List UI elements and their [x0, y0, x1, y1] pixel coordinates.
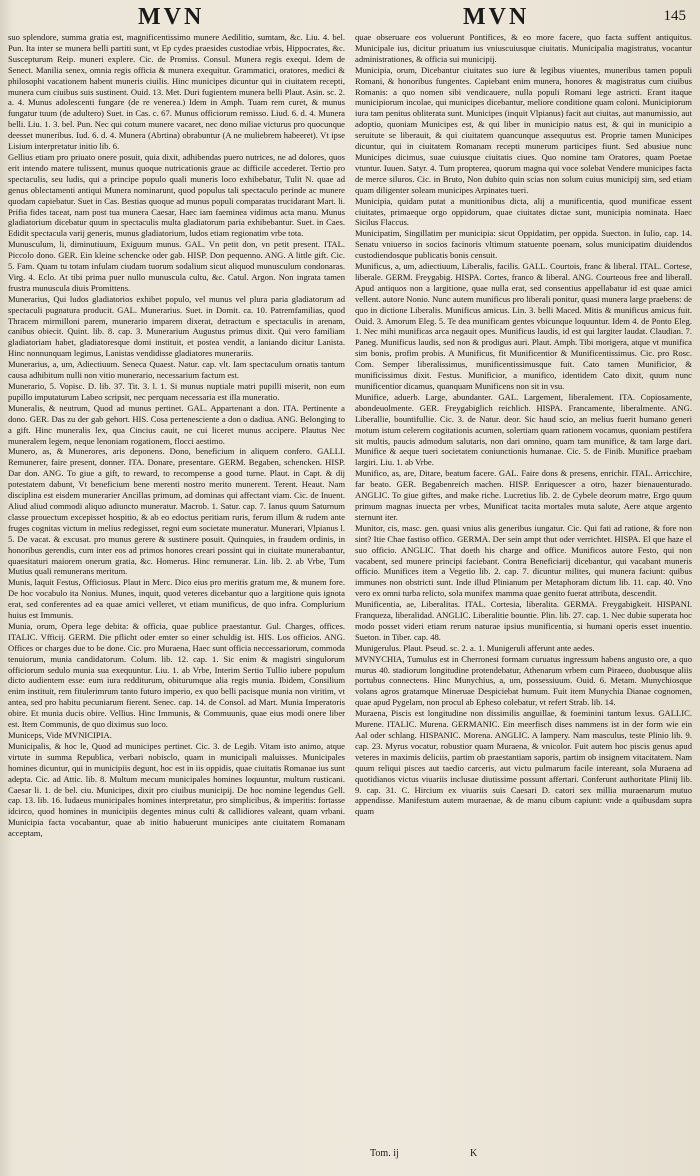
dictionary-entry: Munigerulus. Plaut. Pseud. sc. 2. a. 1. Munigeruli afferunt ante aedes.: [355, 642, 595, 653]
dictionary-entry: Municeps, Vide MVNICIPIA.: [8, 730, 112, 740]
dictionary-entry: Munerarius, a, um, Adiectiuum. Seneca Quaest. Natur. cap. vlt. Iam spectaculum ornatis tantum causa adhibitum nulli non vitio munerario, necessarium factum est.: [8, 359, 345, 381]
signature-mark: K: [470, 1148, 478, 1159]
dictionary-entry: Muneralis, & neutrum, Quod ad munus pertinet. GAL. Appartenant a don. ITA. Pertinente a dono. GER. Das zu der gab gehort. HIS. Cosa pertenesciente a don o dadiua. ANG. Belonging to a gift. Hinc muneralis lex, qua Cincius cauit, ne cui liceret munus accipere. Plautus Nec muneralem legem, neque lenoniam rogationem, flocci aestimo.: [8, 402, 345, 446]
dictionary-entry: Municipatim, Singillatim per municipia: sicut Oppidatim, per oppida. Suecton. in Iulio, cap. 14. Senatu vniuerso in socios facinoris vltimum statuente poenam, solus municipatim diuidendos custodiendosque publicatis bonis censuit.: [355, 228, 692, 261]
dictionary-entry: Municipalis, & hoc le, Quod ad municipes pertinet. Cic. 3. de Legib. Vitam isto animo, atque virtute in summa Republica, verbari nobisclo, quam in municipali maluisses. Municipales homines dicuntur, qui in municipiis degunt, hoc est in iis oppidis, quae ciuitatis Romanae ius sunt adepta. Cic. ad Attic. lib. 8. Multum mecum municipales homines loquuntur, multum rusticani. Caesar li. 1. de bel. ciu. Municipes, dixit pro ciuibus municipij. De hoc nomine legendus Gell. cap. 13. lib. 16. Iudaeus municipales homines interpretatur, pro simplicibus, & imperitis: fortasse idcirco, quod homines in municipiis degentes minus culti & callidiores valeant, quam vrbani. Municipia facta vocabantur, quae ab initio habuerunt municipes ante ciuitatem Romanam acceptam,: [8, 740, 345, 839]
volume-mark: Tom. ij: [370, 1148, 399, 1159]
dictionary-entry: Munia, orum, Opera lege debita: & officia, quae publice praestantur. Gul. Charges, offices. ITALIC. Vfficij. GERM. Die pflicht oder emter so einer schuldig ist. HIS. Los officios. ANG. Offices or charges due to be done. Cic. pro Muraena, Haec sunt officia neccessariorum, commoda tenuiorum, munia candidatorum. Colum. lib. 12. cap. 1. Sic enim & magistri singulorum officiorum sedulo munia sua exequuntur. Liu. 1. ab Vrbe, Interim Sertio Tullio iubere populum dicto audientem esse: eum iura redditurum, obiturumque alia regis munia. Ibidem, Consilium enim instituit, rem fitulerimrum tanto futuro imperio, ex quo belli pacisque munia non viritim, vt antea, sed pro habitu pecuniarum fierent. Senec. cap. 14. de Consol. ad Mart. Munia Imperatoris obire. Et munia ducis obire. Vellius. Hinc Immunis, & Commuunis, quae eius modi onere liber est. Item Communis, de quo diximus suo loco.: [8, 620, 345, 730]
dictionary-entry: Munis, laquit Festus, Officiosus. Plaut in Merc. Dico eius pro meritis gratum me, & munem fore. De hoc vocabulo ita Nonius. Munes, inquit, quod veteres dicebantur quo a largitione quis ignota erat, sed conferentes ad ea quae amici velleret, vt etiam munificus, de quo infra. Complurium huius est Immunis.: [8, 577, 345, 621]
dictionary-entry: Munifice, aduerb. Large, abundanter. GAL. Largement, liberalement. ITA. Copiosamente, abondeuolmente. GER. Freygabiglich reichlich. HISPA. Francamente, liberalmente. ANG. Liberallie, bountifullie. Cic. 3. de Natur. deor. Sic haud scio, an melius fuerit humano generi motum istum celerem cogitationis acumen, solertiam quam rationem vocamus, quoniam pestifera sit multis, paucis admodum salutaris, non dari omnino, quam tam munifice, & tam large dari. Munifice & aeque tueri societatem coniunctionis humanae. Cic. 5. de Finib. Munifice praebam largiri. Liu. 1. ab Vrbe.: [355, 391, 692, 468]
dictionary-entry: Munusculum, li, diminutiuum, Exiguum munus. GAL. Vn petit don, vn petit present. ITAL. Piccolo dono. GER. Ein kleine schencke oder gab. HISP. Don pequenno. ANG. A little gift. Cic. 5. Fam. Quam tu totam infulam ciudam tuorum sodalium sicut aliquod munusculum condonaras. Virg. 4. Eclo. At tibi prima puer nullo munuscula cultu, &c. Catul. Argon. Non ingrata tamen frustra munuscula diuis Promittens.: [8, 239, 345, 293]
dictionary-entry: Municipia, quidam putat a munitionibus dicta, alij a munificentia, quod munificae essent ciuitates, primaeque orgo oppidorum, quae ciuitates dictae sunt, municipia nominata. Haec Sicilus Flaccus.: [355, 195, 692, 228]
left-column: [8, 32, 345, 1142]
left-running-head: MVN: [138, 4, 205, 30]
dictionary-entry: Muraena, Piscis est longitudine non dissimilis anguillae, & foeminini tantum lexus. GALLIC. Murene. ITALIC. Murena. GERMANIC. Ein meerfisch dises nammens ist in der form wie ein Aal oder schlang. HISPANIC. Morena. ANGLIC. A lampery. Nam masculus, teste Plinio lib. 9. cap. 23. Myrus vocatur, robustior quam Muraena, & vnicolor. Fuit autem hoc piscis genus apud veteres in maximis deliciis, partim ob praestantiam saporis, partim ob insignem vitacitatem. Nam quum reliqui pisces aut taedio carceris, aut victu pulmarum facile intereant, sola Muraena ad quotidianos victus viuariis inclusae diutissime possunt affertari. Conferunt authoritate Plinij lib. 9. cap. 31. C. Hircium ex viuariis suis Caesari D. catori sex millia muraenarum mutuo appendisse. Manifestum autem muraenae, & de manu cibum capiunt: vnde a quibusdam supra quam: [355, 708, 692, 817]
right-column: [355, 32, 692, 1142]
dictionary-entry: MVNYCHIA, Tumulus est in Cherronesi formam curuatus ingressum habens angusto ore, a quo murus 40. stadiorum longitudine protendebatur, Athenarum vrbem cum Piraeeo, duobusque aliis portubus connectens. Hinc Munychius, a, um, possessiuum. Ouid. 6. Metam. Munychiosque volans agros gratamque Mineruae Despiciebat humum. Fuit item Munychia Dianae cognomen, quae apud Pygelam, non procul ab Epheso colebatur, vt refert Strab. lib. 14.: [355, 653, 692, 708]
dictionary-entry: Munitor, cis, masc. gen. quasi vnius alis generibus iungatur. Cic. Qui fati ad ratione, & fore non sint? Itie Chae fastiso offico. GERMA. Der sein ampt thut oder verrichtet. HISPA. El que haze el suo officio. ANGLIC. That doeth his charge and office. Munificos autore Festo, qui non vacabent, sed munere principi faciebant. Contra Beneficiarij dicebantur, qui vacabant muneris officio. Munifices item a Vegetio lib. 2. cap. 7. dicuntur milites, qui munera faciunt: quibus immunes non obstricti sunt. Inde illud Plinianum per Metaphoram dictum lib. 11. cap. 40. Vno vero ex omni turba relicto, sola munifex mamma quae genito fuerat attributa, descendit.: [355, 522, 692, 599]
page-footer: [0, 1148, 700, 1168]
dictionary-entry: Munificus, a, um, adiectiuum, Liberalis, facilis. GALL. Courtois, franc & liberal. ITAL. Cortese, liberale. GERM. Freygabig. HISPA. Cortes, franco & liberal. ANG. Courteous free and liberall. Apud antiquos non a largitione, quae nulla erat, sed consentius appellabatur id est quae amici vellent. autore Nonio. Nunc autem munificus pro liberali ponitur, quasi munera large praebens: de quo in dictione Liberalis. Munificus amicus. Lin. 3. belli Maced. Mitis & munificus amicus fuit. Ouid. 3. Amorum Eleg. 5. Te dea munificam gentes vbicunque loquuntur. Idem 4. de Ponto Eleg. 1. Nec mihi munificas arca negauit opes. Munificus laudis, id est qui largiter laudat. Claudian. 7. Paneg. Munificus laudis, sed non & prodigus auri. Plaut. Amph. Tibi morigera, atque vt munifica sim bonis, profim probis. A Munificus, fit Munificentior & Munificentissimus. Cic. pro Rosc. Com. Semper liberalissimus, munificentissimusque fuit. Cato tamen Munificior, & munificissimus dixit. Festus. Munificior, a munifico, identidem Cato dixit, quum nunc munificentior dicamus, quanquam Munificens non sit in vsu.: [355, 261, 692, 391]
dictionary-entry: Munifico, as, are, Ditare, beatum facere. GAL. Faire dons & presens, enrichir. ITAL. Arricchire, far beato. GER. Begabenreich machen. HISP. Enriquescer a otro, hazer bienauenturado. ANGLIC. To giue giftes, and make riche. Lucretius lib. 2. de Cybele deorum matre, Ergo quum primum magnas inuecta per vrbes, Munificat tacita mortales muta salute, Aere atque argento sternunt iter.: [355, 468, 692, 522]
page-number: 145: [663, 8, 686, 24]
right-running-head: MVN: [463, 4, 530, 30]
dictionary-entry: Munerarius, Qui ludos gladiatorios exhibet populo, vel munus vel plura paria gladiatorum ad spectaculi pugnatura producit. GAL. Munerarius. Suet. in Domit. ca. 10. Patremfamilias, quod Thracem mirmilloni parem, munerario imparem dixerat, detractum e spectaculis in arenam, canibus obiecit. Quint. lib. 8. cap. 3. Munerarium Augustus primus dixit. Qui vero familiam gladiatoriam habet, gladiatoresque domi instituit, et postea vendit, a laniando dicitur Lanista. Hinc nonnunquam legimus, Lanistas vendidisse gladiatores munerariis.: [8, 293, 345, 359]
dictionary-entry: Munero, as, & Munerores, aris deponens. Dono, beneficium in aliquem confero. GALLI. Remunerer, faire present, donner. ITA. Donare, presentare. GERM. Begaben, schencken. HISP. Dar don. ANG. To giue a gift, to reward, to recompense a good turne. Plaut. in Capt. & dij potestatem dabunt, Vt beneficium bene merenti nostro merito munerent. Terent. Heaut. Nam disciplina est eisdem munerarier Ancillas primum, ad dominas qui affectant viam. Cic. de Inuent. Aliud aliud commodi aliquo adiuncto muneratur. Macrob. 1. Satur. cap. 7. Ianus quum Saturnum classe prouectum excepisset hospitio, & ab eo edoctus peritiam ruris, ferum illum & rudem ante fruges cognitas victum in melius redegisset, regni eum societate muneratur. Munerari, Vlpianus l. 5. De vacat. & excusat. pro munus gerere & sustinere posuit. Quinquies, in fraudem ordinis, in honoribus gerendis, cum inter eos ad primos honores creari possint qui in ciuitate munerabantur, quaesitaturi maiorem onerum gratia, &c. Homerus. Hinc remunerar. Lin. lib. 2. ab Vrbe, Tum Mutius quali remunerans meritum.: [8, 446, 345, 577]
dictionary-entry: quae obseruare eos voluerunt Pontifices, & eo more facere, quo facta suffent antiquitus. Municipale ius, dicitur priuatum ius vniuscuiusque ciuitatis. Municipalia magistratus, vocantur administrationes, & officia sui municipij.: [355, 32, 692, 64]
dictionary-entry: Munificentia, ae, Liberalitas. ITAL. Cortesia, liberalita. GERMA. Freygabigkeit. HISPANI. Franqueza, liberalidad. ANGLIC. Liberalitie bountie. Plin. lib. 27. cap. 1. Nec dubie superata hoc modo posset videri etiam rerum naturae ipsius munificentia, si humani operis esset inuentio. Sueton. in Tiber. cap. 48.: [355, 599, 692, 642]
text-columns: [8, 32, 692, 1142]
dictionary-entry: Municipia, orum, Dicebantur ciuitates suo iure & legibus viuentes, muneribus tamen populi Romani, & honoribus fungentes. Capiebant enim munera, honores & magistratus cum ciuibus Romanis: a quo nomen sibi vendicauere, nulla populi Romani lege astricti. Erant itaque municipiorum incolae, qui municipes dicebantur, meliore conditione quam coloni. Municipiorum iura tam penitus obliterata sunt. Municipes (inquit Vlpianus) facit aut ciuitas, aut manumissio, aut adoptio, quoniam Municipes est, & qui liber in municipio natus est, & qui in municipio a seruitute se liberauit, & qui ciuitatem quancunque assequutus est. Proprie tamen Municipes dicuntur, qui in ciuitatem Romanam recepti munerum participes fiunt. Sed abusiue nunc Municipes dicimus, suae cuiusque ciuitatis ciues. Quo nomine tam Oratores, quam Poetae vtuntur. Iuuen. Satyr. 4. Tum propterea, quorum magna qui voce solebat Vendere municipes facta de merce siluros. Cic. in Bruto, Non dubito quin scias non solum cuius municipij sim, sed etiam quam diligenter soleam municipes Arpinates tueri.: [355, 64, 692, 195]
dictionary-entry: Munerario, 5. Vopisc. D. lib. 37. Tit. 3. l. 1. Si munus nuptiale matri pupilli miserit, non eum pupillo imputaturum Labeo scripsit, nec perquam necessaria est illa muneratio.: [8, 381, 345, 402]
dictionary-entry: suo splendore, summa gratia est, magnificentissimo munere Aedilitio, sumtam, &c. Liu. 4. bel. Pun. Ita inter se munera belli partiti sunt, vt Ep cydes praesides custodiae vrbis, Hippocrates, &c. Suscepturum Reip. muneri explere. Cic. de Promiss. Consul. Munera regis exequi. Idem de Senect. Manilia senex, omnia regis officia & munera exequitur. Grammatici, oratores, medici & philosophi vacationem habent muneris ciuilis. Hinc municipes dicuntur qui in ciuitatem recepti, munera cum ciuibus suis sustinent. Ouid. 13. Met. Duri fugientem munera belli Plaut. Asin. sc. 2. a. 4. Munus adolescenti fungare (de re venerea.) Idem in Amph. Tuam rem curet, & munus fungatur tuum (de adultero) Suet. in Cas. c. 67. Munus officiorum remisso. Liud. 6. d. 4. Munera belli. Liu. 1. 3. bel. Pun. Nec qui cotum munere vacaret, nec dono miliae victurus pro quocunque deesset muneribus. Iud. 6. d. 4. Munera (Abrtina) obrabuntur (A ne muliebrem habeeret). Vt ipse Lisium interpretatur initio lib. 6.: [8, 32, 345, 152]
dictionary-entry: Gellius etiam pro priuato onere posuit, quia dixit, adhibendas puero nutrices, ne ad dolores, quos erit intendo matere tulissent, munus quoque nutricationis graue ac difficile accederet. Tertio pro spectaculis, seu ludis, qui a principe populo quali muneris loco exhibebatur, Tulit N. quae ad genus oblectamenti antiqui Munera nominarunt, quod populus tali spectaculo perinde ac munere quodam capiebatur. Suet in Cas. Bestias quoque ad munus populi comparatas trucidarant Mart. li. Prifia fides taceat, nam post tua munera Caesar, Haec iam faeminea vidimus acta manu. Munus gladiatorium dicebatur quum in spectaculis multa gladiatorum paria exhibebantur. Suet. in Caes. Edidit spectacula varij generis, munus gladiatorium, ludos etiam regionatim vrbe tota.: [8, 151, 345, 239]
